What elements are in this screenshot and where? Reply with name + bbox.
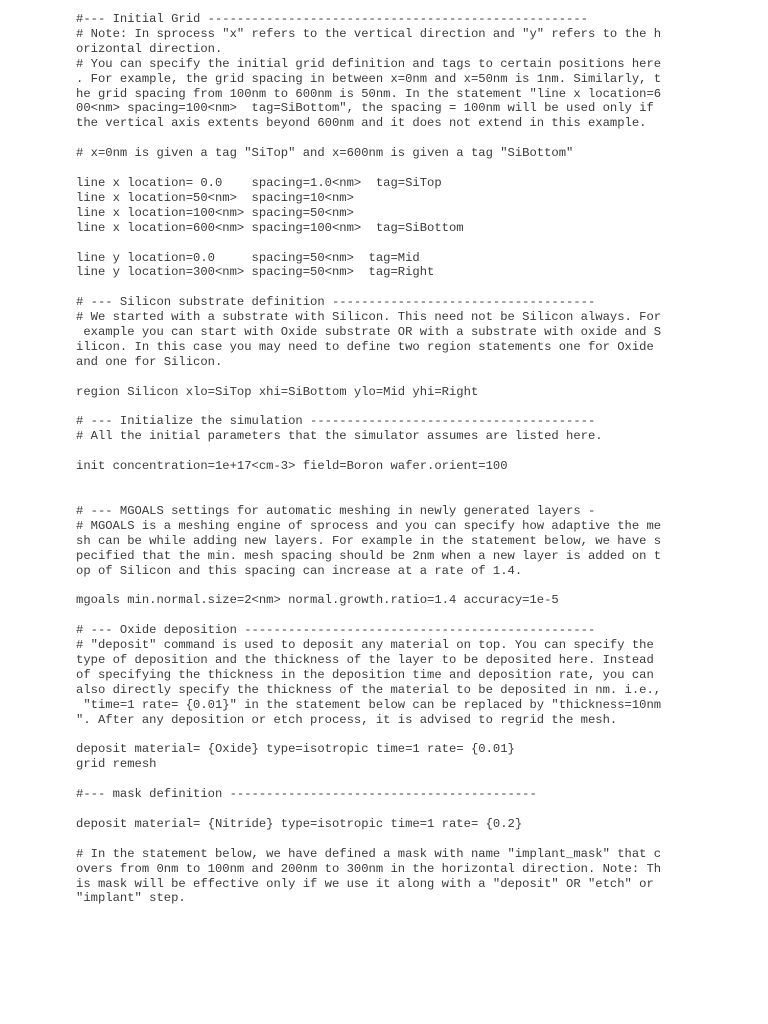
comment-line: # In the statement below, we have defined a mask with name "implant_mask" that c xyxy=(76,846,662,861)
comment-line: #--- mask definition ------------------------------------------ xyxy=(76,787,537,802)
blank-line xyxy=(76,772,696,787)
blank-line xyxy=(76,474,696,489)
blank-line xyxy=(76,444,696,459)
blank-line xyxy=(76,578,696,593)
comment-line: # --- Initialize the simulation --------------------------------------- xyxy=(76,414,596,429)
comment-line: # We started with a substrate with Silicon. This need not be Silicon always. For xyxy=(76,310,662,325)
code-line: line x location=50<nm> spacing=10<nm> xyxy=(76,190,354,205)
code-line: ". After any deposition or etch process, it is advised to regrid the mesh. xyxy=(76,712,618,727)
code-line: init concentration=1e+17<cm-3> field=Boron wafer.orient=100 xyxy=(76,459,508,474)
comment-line: # --- Silicon substrate definition ------------------------------------ xyxy=(76,295,596,310)
code-line: is mask will be effective only if we use it along with a "deposit" OR "etch" or xyxy=(76,876,654,891)
comment-line: #--- Initial Grid ---------------------------------------------------- xyxy=(76,12,588,26)
blank-line xyxy=(76,608,696,623)
code-line: line x location=100<nm> spacing=50<nm> xyxy=(76,205,354,220)
blank-line xyxy=(76,280,696,295)
code-line: he grid spacing from 100nm to 600nm is 50nm. In the statement "line x location=6 xyxy=(76,86,662,101)
code-line: orizontal direction. xyxy=(76,41,223,56)
code-line: the vertical axis extents beyond 600nm and it does not extend in this example. xyxy=(76,116,647,131)
code-line: . For example, the grid spacing in between x=0nm and x=50nm is 1nm. Similarly, t xyxy=(76,71,662,86)
code-line: deposit material= {Nitride} type=isotropic time=1 rate= {0.2} xyxy=(76,816,523,831)
blank-line xyxy=(76,236,696,251)
blank-line xyxy=(76,728,696,743)
code-line: deposit material= {Oxide} type=isotropic time=1 rate= {0.01} xyxy=(76,742,515,757)
code-line: ilicon. In this case you may need to define two region statements one for Oxide xyxy=(76,339,654,354)
code-line: of specifying the thickness in the deposition time and deposition rate, you can xyxy=(76,667,654,682)
comment-line: # "deposit" command is used to deposit any material on top. You can specify the xyxy=(76,638,654,653)
document-page xyxy=(76,12,696,906)
code-line: and one for Silicon. xyxy=(76,354,223,369)
code-line: region Silicon xlo=SiTop xhi=SiBottom ylo=Mid yhi=Right xyxy=(76,384,479,399)
blank-line xyxy=(76,370,696,385)
code-line: line x location=600<nm> spacing=100<nm> tag=SiBottom xyxy=(76,220,464,235)
code-line: "implant" step. xyxy=(76,891,186,906)
blank-line xyxy=(76,489,696,504)
comment-line: # You can specify the initial grid definition and tags to certain positions here xyxy=(76,56,662,71)
code-line: type of deposition and the thickness of the layer to be deposited here. Instead xyxy=(76,652,654,667)
code-line: also directly specify the thickness of the material to be deposited in nm. i.e., xyxy=(76,682,662,697)
blank-line xyxy=(76,131,696,146)
code-line: sh can be while adding new layers. For example in the statement below, we have s xyxy=(76,533,662,548)
code-line: "time=1 rate= {0.01}" in the statement below can be replaced by "thickness=10nm xyxy=(76,697,662,712)
code-line: mgoals min.normal.size=2<nm> normal.growth.ratio=1.4 accuracy=1e-5 xyxy=(76,593,559,608)
code-line: line y location=300<nm> spacing=50<nm> tag=Right xyxy=(76,265,435,280)
code-line: grid remesh xyxy=(76,757,157,772)
code-line: example you can start with Oxide substrate OR with a substrate with oxide and S xyxy=(76,325,662,340)
comment-line: # x=0nm is given a tag "SiTop" and x=600nm is given a tag "SiBottom" xyxy=(76,146,574,161)
code-line: op of Silicon and this spacing can increase at a rate of 1.4. xyxy=(76,563,523,578)
comment-line: # All the initial parameters that the simulator assumes are listed here. xyxy=(76,429,603,444)
comment-line: # MGOALS is a meshing engine of sprocess and you can specify how adaptive the me xyxy=(76,518,662,533)
code-line: overs from 0nm to 100nm and 200nm to 300nm in the horizontal direction. Note: Th xyxy=(76,861,662,876)
comment-line: # --- MGOALS settings for automatic meshing in newly generated layers - xyxy=(76,503,596,518)
code-line: line x location= 0.0 spacing=1.0<nm> tag=SiTop xyxy=(76,175,442,190)
code-line: 00<nm> spacing=100<nm> tag=SiBottom", the spacing = 100nm will be used only if xyxy=(76,101,654,116)
comment-line: # --- Oxide deposition ------------------------------------------------ xyxy=(76,623,596,638)
code-line: pecified that the min. mesh spacing should be 2nm when a new layer is added on t xyxy=(76,548,662,563)
code-line: line y location=0.0 spacing=50<nm> tag=Mid xyxy=(76,250,420,265)
code-listing xyxy=(76,12,696,906)
blank-line xyxy=(76,802,696,817)
comment-line: # Note: In sprocess "x" refers to the vertical direction and "y" refers to the h xyxy=(76,26,662,41)
blank-line xyxy=(76,400,696,415)
blank-line xyxy=(76,161,696,176)
blank-line xyxy=(76,832,696,847)
